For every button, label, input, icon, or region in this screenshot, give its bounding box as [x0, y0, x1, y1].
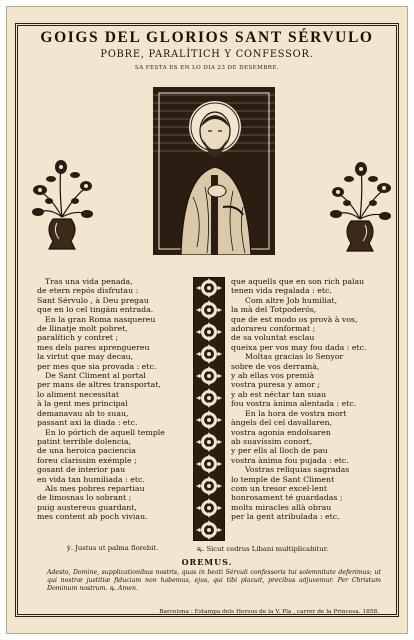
verse-line: molts miracles allà obrau — [231, 502, 332, 512]
verse-line: lo aliment necessitat — [37, 389, 119, 399]
verse-line: queixa per vos may fou dada : etc. — [231, 342, 367, 352]
verse-line: vostra ànima fou pujada : etc. — [231, 455, 349, 465]
verse-line: per la gent atribulada : etc. — [231, 512, 340, 522]
verse-line: Tras una vida penada, — [45, 277, 133, 286]
verse-line: Vostras reliquias sagradas — [245, 465, 350, 475]
verse-line: gosant de interior pau — [37, 465, 126, 475]
verse-line: que en lo cel tingám entrada. — [37, 305, 154, 315]
oremus-heading: OREMUS. — [181, 557, 233, 567]
goigs-sheet — [6, 6, 408, 634]
verse-line: vostra agonia endolsaren — [231, 427, 331, 437]
verse-line: y ab est néctar tan suau — [231, 389, 327, 399]
response-text: ꝶ. Sicut cedrus Libani multiplicabitur. — [197, 545, 329, 553]
verse-line: en vida tan humiliada : etc. — [37, 474, 145, 484]
flower-vase-right-icon — [329, 159, 391, 259]
verse-line: lo temple de Sant Climent — [231, 474, 335, 484]
verse-line: de llinatje molt pobret, — [37, 324, 128, 334]
verse-line: passant axi la diada : etc. — [37, 418, 138, 428]
verse-line: com un tresor excel·lent — [231, 483, 328, 493]
oremus-prayer-text: Adesto, Domine, supplicationibus nostris, quas in beati Sérvuli confessoris tui solemnitate deferimus; ut qui nostræ justitiæ fiduciam non habemus, ejus, qui tibi placuit, precibus adjuvemur. Per Christum Dominum nostrum. ꝶ. Amen. — [47, 569, 381, 592]
verse-line: y ab ellas vos premià — [231, 371, 315, 381]
verse-line: Com altre Job humiliat, — [245, 295, 338, 305]
verse-line: per mes que sia provada : etc. — [37, 361, 157, 371]
verse-line: la virtut que may decau, — [37, 352, 134, 362]
verse-line: Moltas gracias lo Senyor — [245, 352, 344, 362]
verse-line: Sant Sérvulo , à Deu pregau — [37, 295, 149, 305]
verse-line: demanavau ab to suau, — [37, 408, 129, 418]
verse-line: En lo pórtich de aquell temple — [45, 427, 165, 437]
flower-vase-left-icon — [31, 157, 93, 257]
verse-line: honrosament té guardadas ; — [231, 493, 343, 503]
verse-line: adorareu conformat ; — [231, 324, 316, 334]
ornamental-band — [193, 277, 225, 541]
verse-line: que de est modo os provà à vos, — [231, 314, 358, 324]
verse-line: de etern repós disfrutau : — [37, 286, 139, 296]
verse-line: àngels del cel davallaren, — [231, 418, 332, 428]
verse-line: de sa voluntat esclau — [231, 333, 315, 343]
verse-line: sobre de vos derramà, — [231, 361, 320, 371]
verse-line: per mans de altres transportat, — [37, 380, 161, 390]
verse-line: mes dels pares aprenguereu — [37, 342, 150, 352]
verses-left-column — [37, 277, 189, 522]
verse-line: puig austereus guardant, — [37, 502, 137, 512]
page-title: GOIGS DEL GLORIOS SANT SÉRVULO — [40, 29, 374, 46]
verse-line: fou vostra ànima alentada : etc. — [231, 399, 357, 409]
verses-right-column — [231, 277, 389, 522]
verse-line: patint terrible dolencia, — [37, 436, 131, 446]
verse-line: Als mes pobres repartiau — [45, 483, 145, 493]
verse-line: En la hora de vostra mort — [245, 408, 347, 418]
verse-line: de limosnas lo sobrant ; — [37, 493, 132, 503]
feast-day-note: SA FESTA ES EN LO DIA 23 DE DESEMBRE. — [134, 65, 280, 71]
verse-line: la mà del Totpoderós, — [231, 305, 317, 315]
page-subtitle: POBRE, PARALÍTICH Y CONFESSOR. — [100, 49, 314, 60]
verse-line: y per ells al lloch de pau — [231, 446, 328, 456]
verse-line: En la gran Roma nasquereu — [45, 314, 156, 324]
verse-line: De Sant Climent al portal — [45, 371, 146, 381]
printer-imprint: Barcelona : Estampa dels Hereus de la V. Pla , carrer de la Princesa. 1858. — [159, 609, 379, 615]
verse-line: tenen vida regalada : etc. — [231, 286, 332, 296]
verse-line: ab suavíssim conort, — [231, 436, 313, 446]
saint-servulo-woodcut — [153, 87, 275, 255]
verse-line: mes content ab poch viviau. — [37, 512, 148, 522]
verse-line: que aquells que en son rich palau — [231, 277, 365, 286]
verse-line: foreu clarissim exémple ; — [37, 455, 137, 465]
versicle-text: ỳ. Justus ut palma florebit. — [67, 544, 159, 552]
verse-line: à la gent mes principal — [37, 399, 128, 409]
verse-line: vostra puresa y amor ; — [231, 380, 321, 390]
verse-line: de una heroica paciencia — [37, 446, 136, 456]
verse-line: paralítich y contret ; — [37, 333, 119, 343]
